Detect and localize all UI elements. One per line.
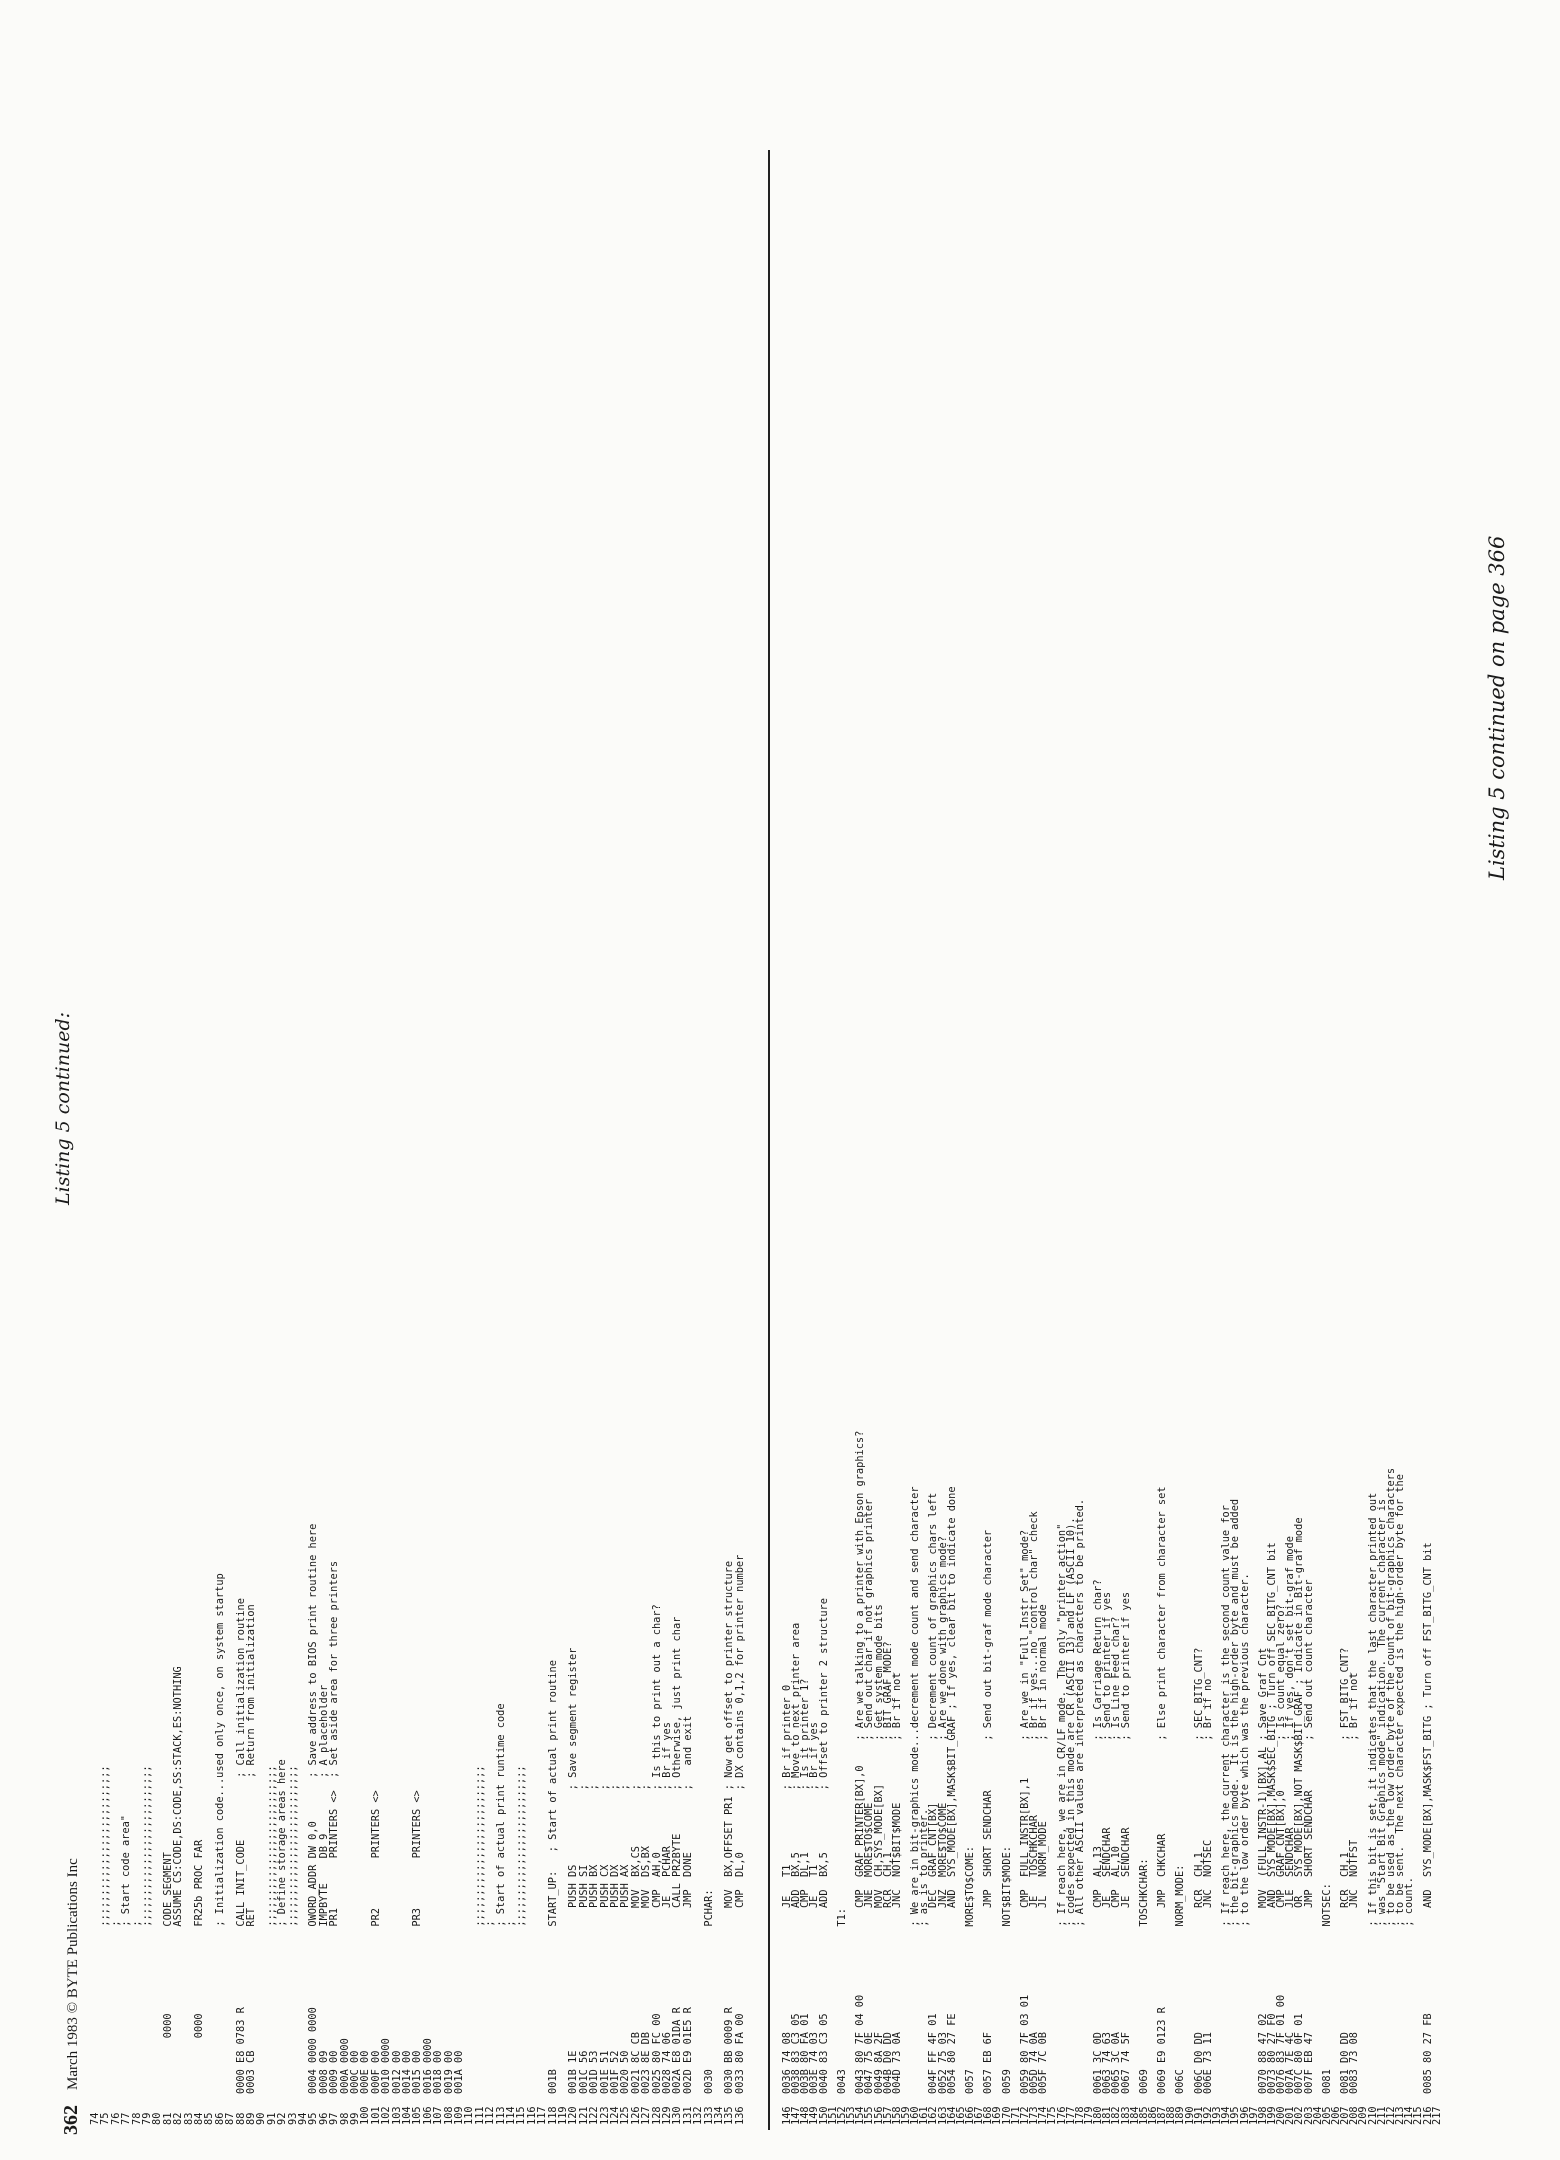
code-line: 96 0008 09 IMPBYTE DB 9 ; A placeholder: [317, 1684, 330, 2125]
code-line: 205 0081 NOTSEC:: [1320, 1883, 1333, 2125]
code-line: 182 0065 3C 0A CMP AL,10 ; Is Line Feed char?: [1110, 1616, 1123, 2125]
code-line: 74: [89, 2112, 101, 2125]
code-line: 199 0073 80 27 F0 AND SYS_MODE[BX],MASK$SEC_BITG ; Turn off SEC_BITG_CNT bit: [1265, 1542, 1278, 2125]
code-line: 153: [845, 2106, 858, 2125]
code-line: 166 0057 MORE$TO$COME:: [964, 1846, 976, 2125]
code-line: 185 0069 TOSCHKCHAR:: [1137, 1858, 1150, 2125]
code-line: 76 ;: [109, 1920, 122, 2125]
code-line: 150 0040 83 C3 05 ADD BX,5 ; Offset to printer 2 structure: [817, 1598, 830, 2125]
code-line: 136 0033 80 FA 00 CMP DL,0 ; DX contains 0,1,2 for printer number: [733, 1554, 746, 2125]
code-line: 156 0049 8A 2F MOV CH,SYS_MODE[BX] ; Get system mode bits: [872, 1604, 885, 2125]
code-line: 130 002A E8 01DA R CALL PR2BYTE ; Otherwise, just print char: [671, 1616, 684, 2125]
code-line: 79 ;;;;;;;;;;;;;;;;;;;;;;;;;;: [141, 1765, 153, 2125]
code-line: 160 ; We are in bit-graphics mode...decrement mode count and send character: [909, 1486, 922, 2125]
code-line: 191 006C D0 DD RCR CH,1 ; SEC_BITG_CNT?: [1192, 1647, 1205, 2125]
code-line: 183 0067 74 5F JE SENDCHAR ; Send to printer if yes: [1119, 1591, 1132, 2125]
code-line: 216 0085 80 27 FB AND SYS_MODE[BX],MASK$FST_BITG ; Turn off FST_BITG_CNT bit: [1421, 1542, 1434, 2125]
code-line: 189 006C NORM_MODE:: [1174, 1864, 1187, 2125]
code-line: 103 0012 00: [390, 2050, 403, 2125]
code-line: 175: [1046, 2106, 1059, 2125]
code-line: 164 0054 80 27 FE AND SYS_MODE[BX],MASK$BIT_GRAF ; If yes, clear bit to indicate done: [945, 1486, 958, 2125]
code-line: 197: [1247, 2106, 1260, 2125]
code-line: 215: [1412, 2106, 1425, 2125]
code-line: 209: [1357, 2106, 1370, 2125]
code-line: 86 ; Initialization code...used only once, on system startup: [213, 1573, 226, 2125]
code-line: 117: [536, 2106, 549, 2125]
code-line: 113 ; Start of actual print runtime code: [494, 1703, 507, 2125]
code-line: 98 000A 0000: [338, 2038, 351, 2125]
code-line: 203 007F EB 47 JMP SHORT SENDCHAR ; Send out count character: [1302, 1579, 1315, 2125]
code-line: 133 0030 PCHAR:: [702, 1889, 715, 2125]
right-code-column: [782, 1045, 1482, 2125]
code-line: 196 ; to the low order byte which was the previous character.: [1238, 1573, 1251, 2125]
code-line: 119: [557, 2106, 569, 2125]
column-divider: [768, 150, 770, 2130]
code-line: 122 001D 53 PUSH BX ;: [588, 1784, 601, 2125]
code-line: 82 ASSUME CS:CODE,DS:CODE,SS:STACK,ES:NOTHING: [172, 1666, 185, 2125]
code-line: 135 0030 BB 0009 R MOV BX,OFFSET PR1 ; Now get offset to printer structure: [723, 1560, 736, 2125]
page-footer: [60, 1858, 83, 2135]
code-line: 84 0000 FR25b PROC FAR: [193, 1839, 205, 2125]
code-line: 184: [1128, 2106, 1141, 2125]
code-line: 163 0052 75 03 JNZ MORE$TO$COME ; Are we done with graphics mode?: [936, 1536, 949, 2125]
code-line: 75 ;;;;;;;;;;;;;;;;;;;;;;;;;;: [99, 1765, 112, 2125]
code-line: 116: [525, 2106, 538, 2125]
code-line: 125 0020 50 PUSH AX ;: [619, 1784, 632, 2125]
code-line: 151: [826, 2106, 839, 2125]
code-line: 77 ; Start code area": [120, 1815, 133, 2125]
code-line: 190: [1183, 2106, 1196, 2125]
code-line: 114 ;: [505, 1920, 517, 2125]
code-line: 206: [1330, 2106, 1342, 2125]
code-line: 202 007C 80 0F 01 OR SYS_MODE[BX],NOT MASK$BIT_GRAF ; Indicate in Bit-graf mode: [1293, 1517, 1306, 2125]
code-line: 154 0043 80 7F 04 00 CMP GRAF_PRINTER[BX],0 ; Are we talking to a printer with Epson graphics?: [854, 1430, 867, 2125]
code-line: 167: [973, 2106, 986, 2125]
listing-caption: Listing 5 continued:: [52, 1011, 74, 1205]
code-line: 85: [203, 2112, 216, 2125]
code-line: 107 0018 00: [432, 2050, 445, 2125]
code-line: 186: [1147, 2106, 1159, 2125]
code-line: 83: [182, 2112, 195, 2125]
code-line: 177 ; codes expected in this mode are CR (ASCII 13) and LF (ASCII 10).: [1064, 1517, 1077, 2125]
code-line: 211 ; was "Start Bit Graphics mode" indication. The current character is: [1375, 1498, 1388, 2125]
code-line: 214 ; count.: [1403, 1877, 1416, 2125]
code-line: 131 002D E9 01E5 R JMP DONE ; and exit: [681, 1715, 694, 2125]
code-line: 95 0004 0000 0000 OWORD_ADDR DW 0,0 ; Save address to BIOS print routine here: [307, 1523, 320, 2125]
code-line: 195 ; the bit-graphics mode. It is the high-order byte and must be added: [1229, 1498, 1242, 2125]
code-line: 97 0009 00 PR1 PRINTERS <> ; Set aside area for three printers: [328, 1560, 341, 2125]
code-line: 129 0028 74 06 JE PCHAR ; Br if yes: [661, 1722, 673, 2125]
code-line: 89 0003 CB RET ; Return from initialization: [245, 1604, 257, 2125]
code-line: 194 ; If reach here, the current character is the second count value for: [1220, 1505, 1233, 2125]
code-line: 92 ; Define storage areas here: [276, 1759, 289, 2125]
code-line: 180 0061 3C 0D CMP AL,13 ; Is Carriage Return char?: [1092, 1579, 1105, 2125]
code-line: 101 000F 00 PR2 PRINTERS <>: [369, 1790, 382, 2125]
code-line: 176 ; If reach here, we are in CR/LF mode. The only "printer action": [1055, 1523, 1068, 2125]
code-line: 201 007A 7E 4C JLE SENDCHAR ; If yes, don't set bit-graf mode: [1284, 1536, 1297, 2125]
code-line: 115 ;;;;;;;;;;;;;;;;;;;;;;;;;;: [515, 1765, 528, 2125]
code-line: 128 0025 80 FC 00 CMP AH,0 ; Is this to print out a char?: [650, 1604, 663, 2125]
code-line: 87: [224, 2112, 237, 2125]
code-line: 111 ;;;;;;;;;;;;;;;;;;;;;;;;;;: [473, 1765, 486, 2125]
code-line: 192 006E 73 11 JNC NOTSEC ; Br if no: [1201, 1678, 1214, 2125]
code-line: 157 004B D0 DD RCR CH,1 ; BIT_GRAF_MODE?: [881, 1641, 894, 2125]
code-line: 78 ;: [130, 1920, 143, 2125]
publication-line: March 1983 © BYTE Publications Inc: [65, 1858, 81, 2090]
code-line: 106 0016 0000: [421, 2038, 434, 2125]
continued-note: Listing 5 continued on page 366: [1485, 535, 1509, 880]
code-line: 162 004F FF 4F 01 DEC GRAF_CNT[BX] ; Decrement count of graphics chars left: [927, 1492, 940, 2125]
code-line: 90: [255, 2112, 268, 2125]
code-line: 179: [1082, 2106, 1095, 2125]
code-line: 81 0000 CODE SEGMENT: [161, 1852, 174, 2125]
code-line: 110: [463, 2106, 476, 2125]
code-line: 187 0069 E9 0123 R JMP CHKCHAR ; Else print character from character set: [1156, 1486, 1169, 2125]
left-code-column: [89, 1045, 746, 2125]
code-line: 109 001A 00: [453, 2050, 465, 2125]
code-line: 147 0038 83 C3 05 ADD BX,5 ; Move to next printer area: [790, 1622, 803, 2125]
code-line: 80: [151, 2112, 164, 2125]
code-line: 149 003E 74 03 JE T1 ; Br if yes: [808, 1722, 821, 2125]
code-line: 181 0063 74 63 JE SENDCHAR ; Send to printer if yes: [1101, 1591, 1114, 2125]
code-line: 118 001B START_UP: ; Start of actual print routine: [546, 1660, 559, 2125]
code-line: 102 0010 0000: [380, 2038, 393, 2125]
code-line: 108 0019 00: [442, 2050, 455, 2125]
code-line: 165: [954, 2106, 967, 2125]
code-line: 155 0047 75 0E JNE MORE$TO$COME ; Send out char if not graphics printer: [863, 1498, 876, 2125]
code-line: 173 005D 74 0A JE TOSCHKCHAR ; Br if yes...no "control char" check: [1028, 1511, 1041, 2125]
code-line: 158 004D 73 0A JNC NOT$BIT$MODE ; Br if not: [890, 1672, 903, 2125]
code-line: 105 0015 00 PR3 PRINTERS <>: [411, 1790, 424, 2125]
code-line: 159: [899, 2106, 912, 2125]
code-line: 170 0059 NOT$BIT$MODE:: [1000, 1846, 1013, 2125]
code-line: 121 001C 56 PUSH SI ;: [577, 1784, 590, 2125]
code-line: 198 0070 88 47 02 MOV (FULL_INSTR-1)[BX],AL ; Save Graf Cnt: [1256, 1647, 1269, 2125]
code-line: 169: [991, 2106, 1004, 2125]
code-line: 146 0036 74 08 JE T1 ; Br if printer 0: [781, 1684, 793, 2125]
page-number: 362: [60, 2105, 82, 2135]
code-line: 120 001B 1E PUSH DS ; Save segment register: [567, 1647, 580, 2125]
code-line: 204: [1311, 2106, 1324, 2125]
code-line: 152 0043 T1:: [835, 1908, 848, 2125]
code-line: 88 0000 E8 0783 R CALL INIT_CODE ; Call initialization routine: [234, 1598, 247, 2125]
code-line: 161 ; as is to printer.: [918, 1808, 931, 2125]
code-line: 210 ; If this bit is set, it indicates that the last character printed out: [1366, 1492, 1379, 2125]
code-line: 132: [692, 2106, 705, 2125]
code-line: 174 005F 7C 0B JL NORM_MODE ; Br if in normal mode: [1037, 1604, 1050, 2125]
code-line: 168 0057 EB 6F JMP SHORT SENDCHAR ; Send out bit-graf mode character: [982, 1529, 995, 2125]
code-line: 127 0023 8E DB MOV DS,BX ;: [640, 1784, 653, 2125]
code-line: 99 000C 00: [349, 2050, 361, 2125]
code-line: 208 0083 73 08 JNC NOTFST ; Br if not: [1348, 1672, 1361, 2125]
code-line: 134: [713, 2106, 725, 2125]
code-line: 172 0059 80 7F 03 01 CMP FULL_INSTR[BX],1 ; Are we in "Full Instr Set" mode?: [1018, 1529, 1031, 2125]
code-line: 171: [1009, 2106, 1022, 2125]
code-line: 213 ; to be sent. The next character expected is the high-order byte for the: [1394, 1474, 1407, 2125]
code-line: 207 0081 D0 DD RCR CH,1 ; FST_BITG_CNT?: [1339, 1647, 1352, 2125]
code-line: 148 003B 80 FA 01 CMP DL,1 ; Is it printer 1?: [799, 1678, 812, 2125]
code-line: 188: [1165, 2106, 1178, 2125]
code-line: 123 001E 51 PUSH CX ;: [598, 1784, 611, 2125]
code-line: 91 ;;;;;;;;;;;;;;;;;;;;;;;;;;: [265, 1765, 278, 2125]
code-line: 193: [1211, 2106, 1224, 2125]
code-line: 104 0014 00: [401, 2050, 413, 2125]
code-line: 126 0021 8C CB MOV BX,CS ;: [629, 1784, 642, 2125]
code-line: 178 ; All other ASCII values are interpreted as characters to be printed.: [1073, 1498, 1086, 2125]
code-line: 212 ; to be used as the low order byte of the count of bit-graphics characters: [1384, 1467, 1397, 2125]
code-line: 93 ;;;;;;;;;;;;;;;;;;;;;;;;;;: [286, 1765, 299, 2125]
code-line: 94: [297, 2112, 309, 2125]
code-line: 112 ;: [484, 1920, 497, 2125]
code-line: 100 000E 00: [359, 2050, 372, 2125]
code-line: 217: [1430, 2106, 1443, 2125]
code-line: 200 0076 83 7F 01 00 CMP GRAF_CNT[BX],0 ; Is count equal zero?: [1275, 1604, 1288, 2125]
code-line: 124 001F 52 PUSH DX ;: [609, 1784, 621, 2125]
